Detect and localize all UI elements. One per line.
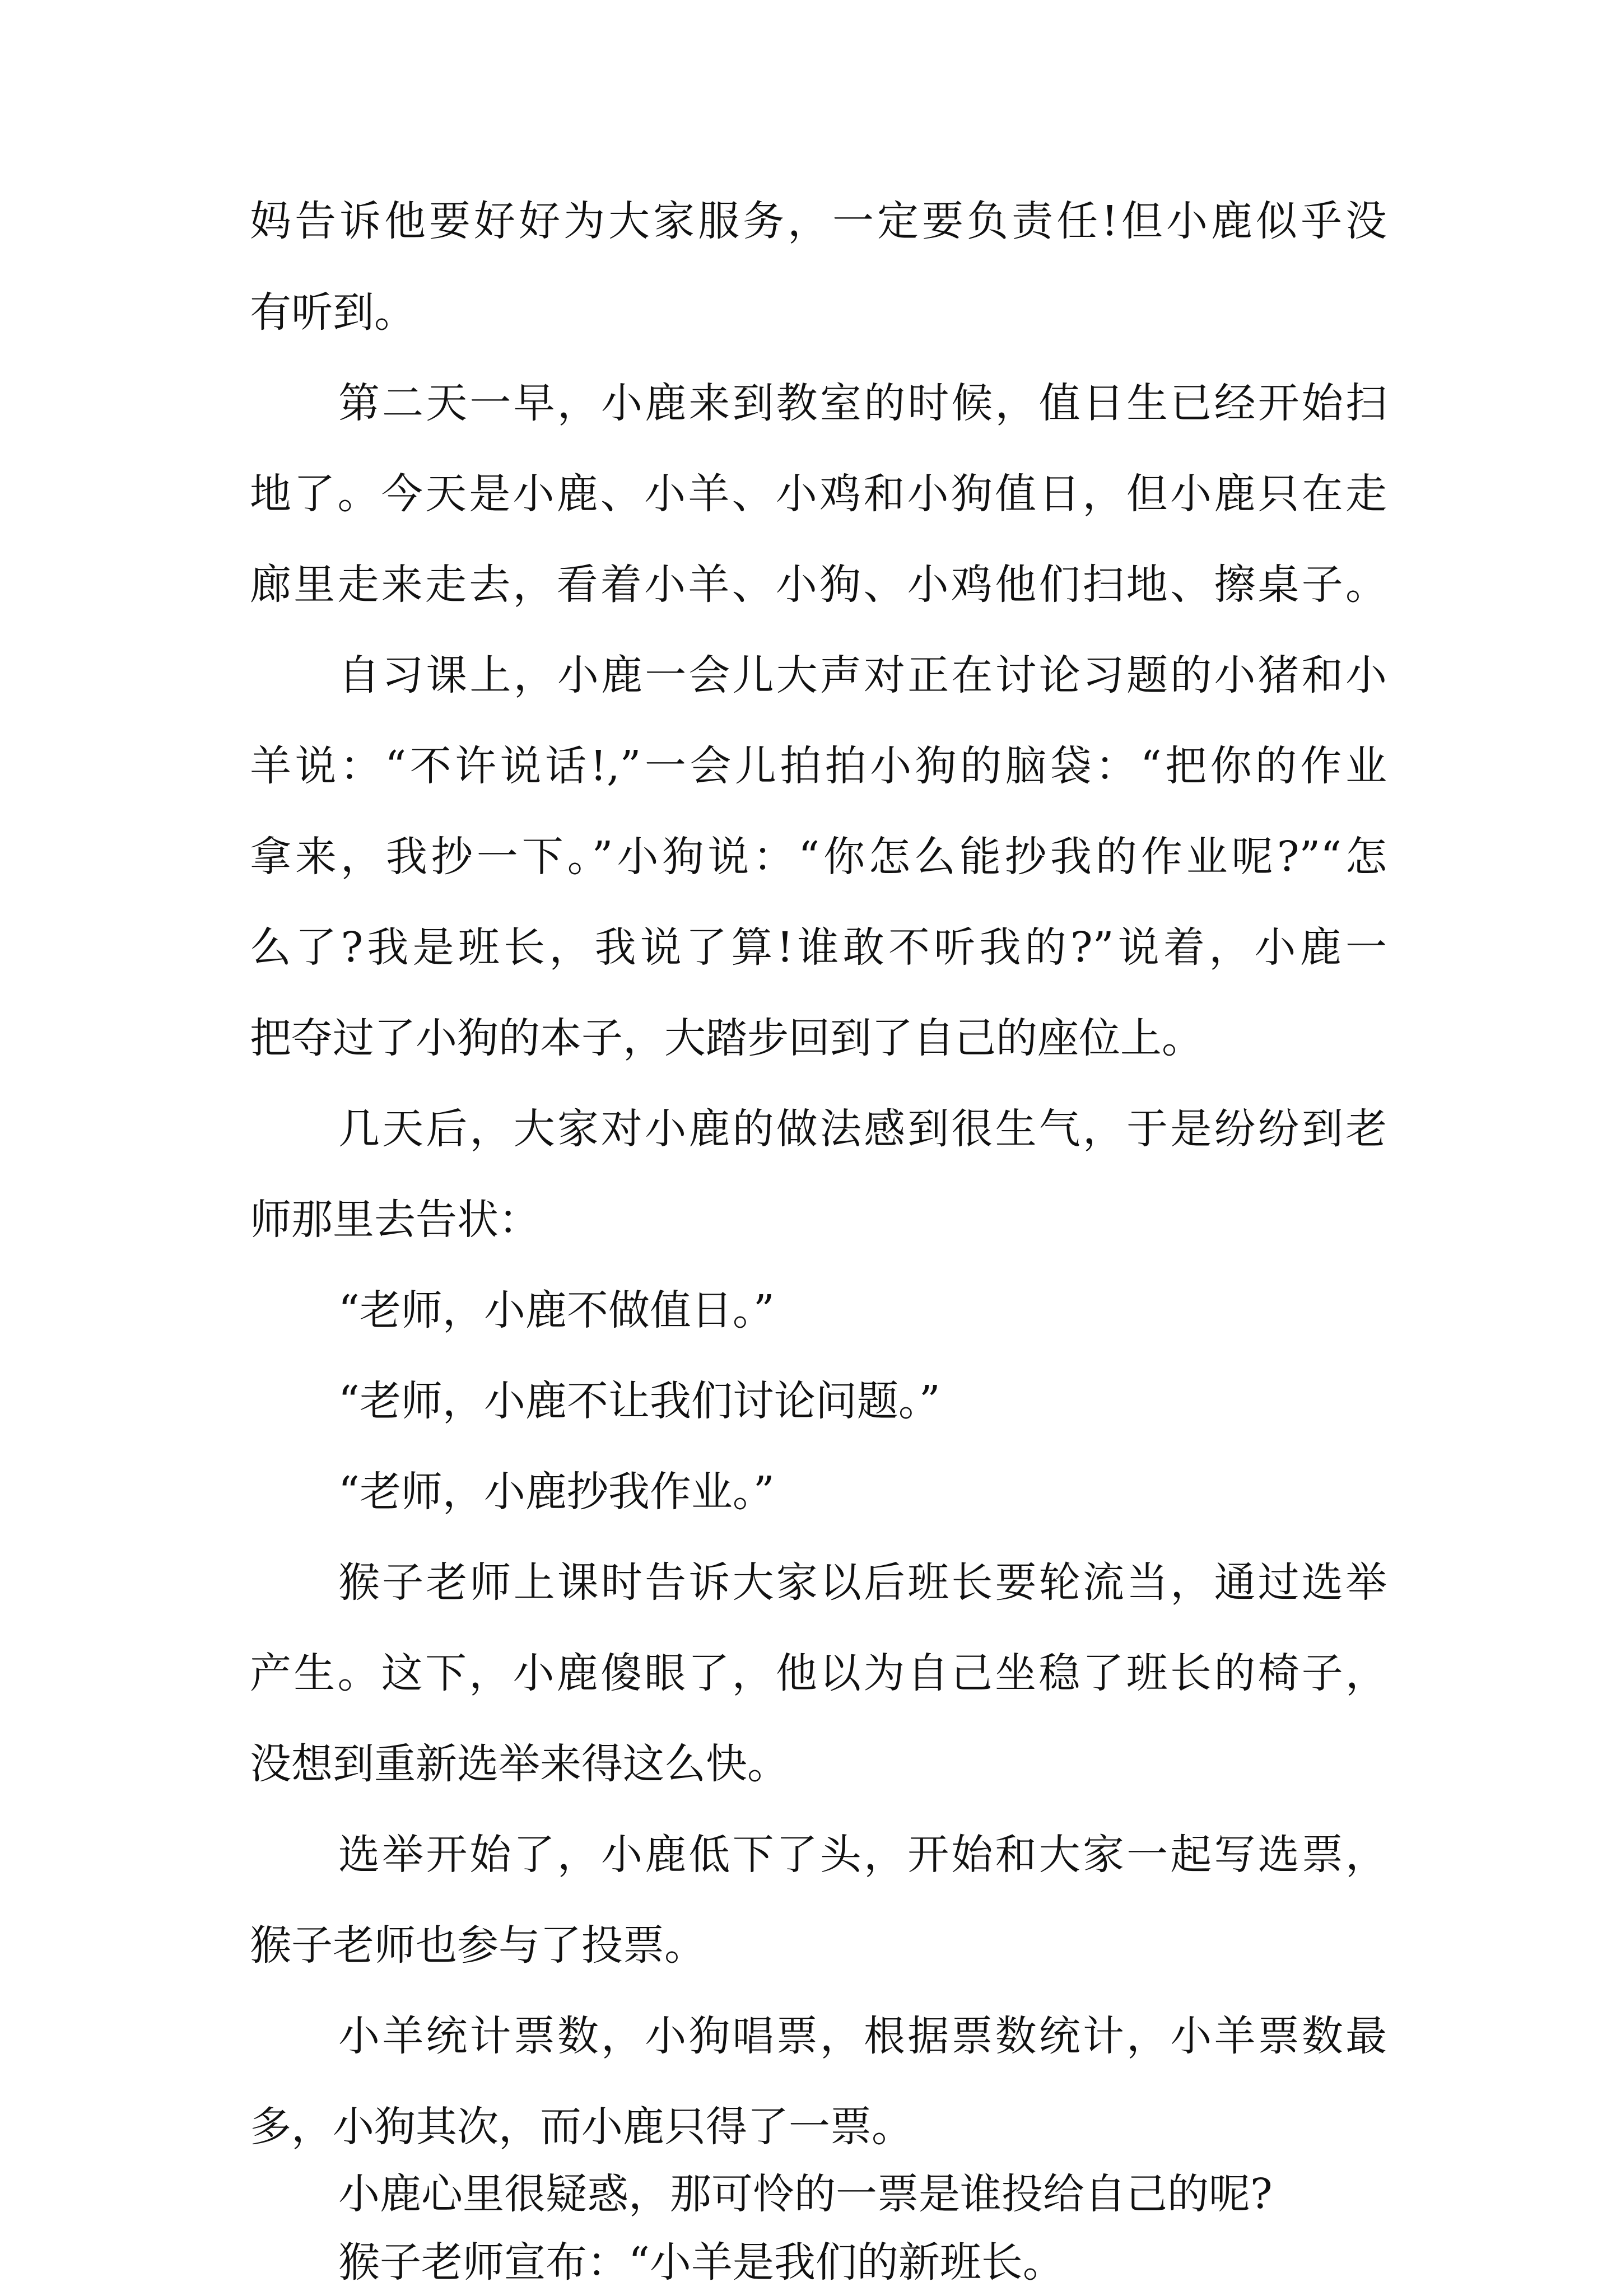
text-line-15: “老师，小鹿抄我作业。” — [338, 1468, 775, 1516]
text-line-13: “老师，小鹿不做值日。” — [338, 1286, 775, 1334]
text-line-24: 猴子老师宣布：“小羊是我们的新班长。 — [338, 2238, 1064, 2286]
text-line-19: 选举开始了，小鹿低下了头，开始和大家一起写选票， — [338, 1831, 1387, 1879]
text-line-22: 多，小狗其次，而小鹿只得了一票。 — [250, 2103, 913, 2151]
text-line-9: 么了?我是班长，我说了算!谁敢不听我的?”说着，小鹿一 — [250, 923, 1387, 972]
text-line-3: 第二天一早，小鹿来到教室的时候，值日生已经开始扫 — [338, 379, 1387, 427]
text-line-11: 几天后，大家对小鹿的做法感到很生气，于是纷纷到老 — [338, 1105, 1387, 1153]
text-line-8: 拿来，我抄一下。”小狗说：“你怎么能抄我的作业呢?”“怎 — [250, 833, 1387, 881]
text-line-4: 地了。今天是小鹿、小羊、小鸡和小狗值日，但小鹿只在走 — [250, 470, 1387, 518]
text-line-14: “老师，小鹿不让我们讨论问题。” — [338, 1377, 940, 1425]
text-line-20: 猴子老师也参与了投票。 — [250, 1921, 706, 1970]
text-line-21: 小羊统计票数，小狗唱票，根据票数统计，小羊票数最 — [338, 2012, 1387, 2060]
text-line-16: 猴子老师上课时告诉大家以后班长要轮流当，通过选举 — [338, 1558, 1387, 1607]
text-line-2: 有听到。 — [250, 288, 416, 337]
text-line-12: 师那里去告状： — [250, 1196, 540, 1244]
text-line-10: 把夺过了小狗的本子，大踏步回到了自己的座位上。 — [250, 1014, 1203, 1062]
text-line-7: 羊说：“不许说话!,”一会儿拍拍小狗的脑袋：“把你的作业 — [250, 742, 1387, 790]
text-line-6: 自习课上，小鹿一会儿大声对正在讨论习题的小猪和小 — [338, 651, 1387, 699]
text-line-1: 妈告诉他要好好为大家服务，一定要负责任!但小鹿似乎没 — [250, 197, 1387, 245]
text-line-23: 小鹿心里很疑惑，那可怜的一票是谁投给自己的呢? — [338, 2170, 1273, 2218]
text-line-5: 廊里走来走去，看着小羊、小狗、小鸡他们扫地、擦桌子。 — [250, 561, 1387, 609]
text-line-17: 产生。这下，小鹿傻眼了，他以为自己坐稳了班长的椅子， — [250, 1649, 1387, 1697]
text-line-18: 没想到重新选举来得这么快。 — [250, 1740, 789, 1788]
